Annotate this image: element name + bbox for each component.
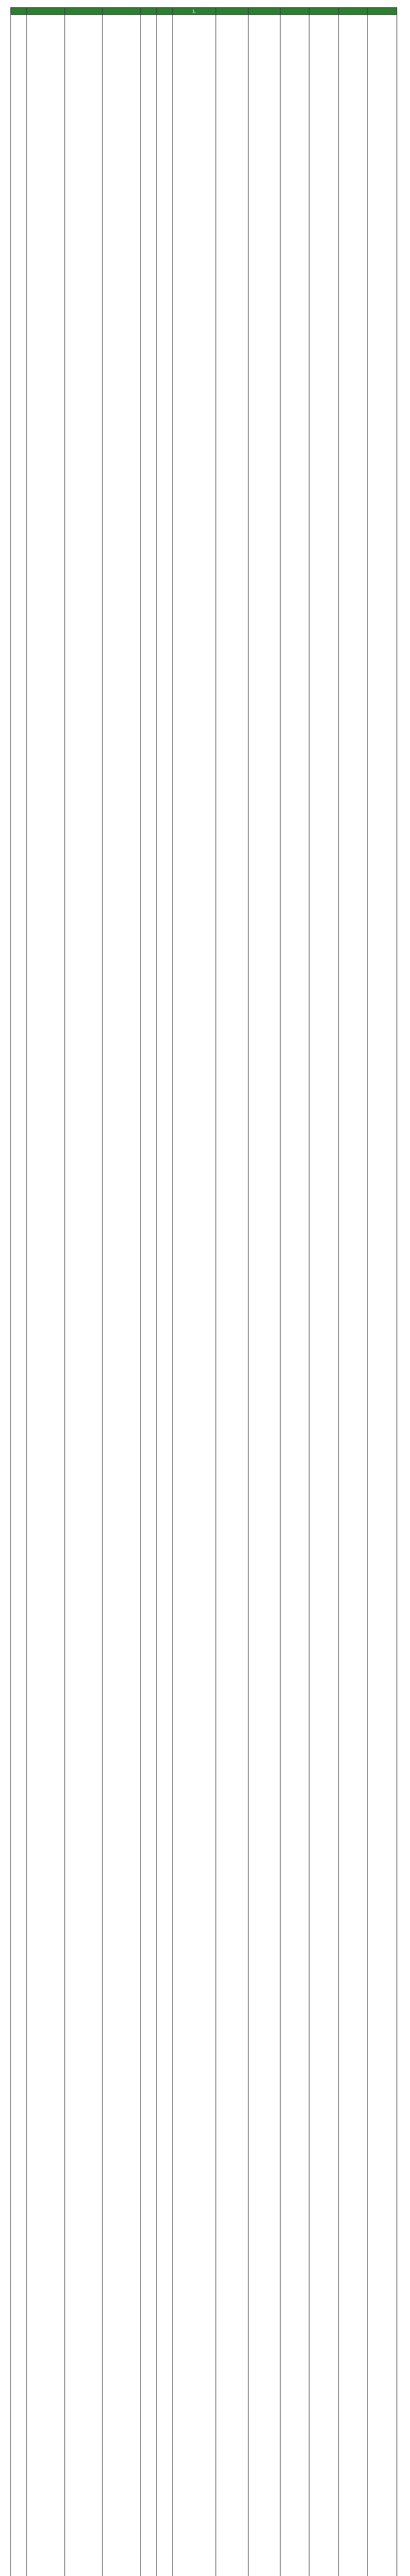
table-header-row — [11, 8, 397, 15]
header-cell — [27, 8, 64, 15]
header-cell — [140, 8, 156, 15]
table-cell — [172, 15, 216, 2576]
header-cell: 1. — [172, 8, 216, 15]
header-cell — [103, 8, 140, 15]
table-cell — [27, 15, 64, 2576]
table-cell — [338, 15, 368, 2576]
header-cell — [280, 8, 309, 15]
header-cell — [64, 8, 102, 15]
records-table — [10, 7, 397, 2576]
table-cell — [280, 15, 309, 2576]
table-cell — [11, 15, 27, 2576]
table-cell — [248, 15, 280, 2576]
table-cell — [140, 15, 156, 2576]
table-row — [11, 15, 397, 2576]
header-cell — [368, 8, 397, 15]
header-cell — [309, 8, 339, 15]
table-cell — [64, 15, 102, 2576]
header-cell — [216, 8, 248, 15]
header-cell — [338, 8, 368, 15]
header-cell — [156, 8, 172, 15]
table-cell — [309, 15, 339, 2576]
table-cell — [103, 15, 140, 2576]
table-cell — [156, 15, 172, 2576]
table-cell — [216, 15, 248, 2576]
header-cell — [248, 8, 280, 15]
table-cell — [368, 15, 397, 2576]
header-cell — [11, 8, 27, 15]
